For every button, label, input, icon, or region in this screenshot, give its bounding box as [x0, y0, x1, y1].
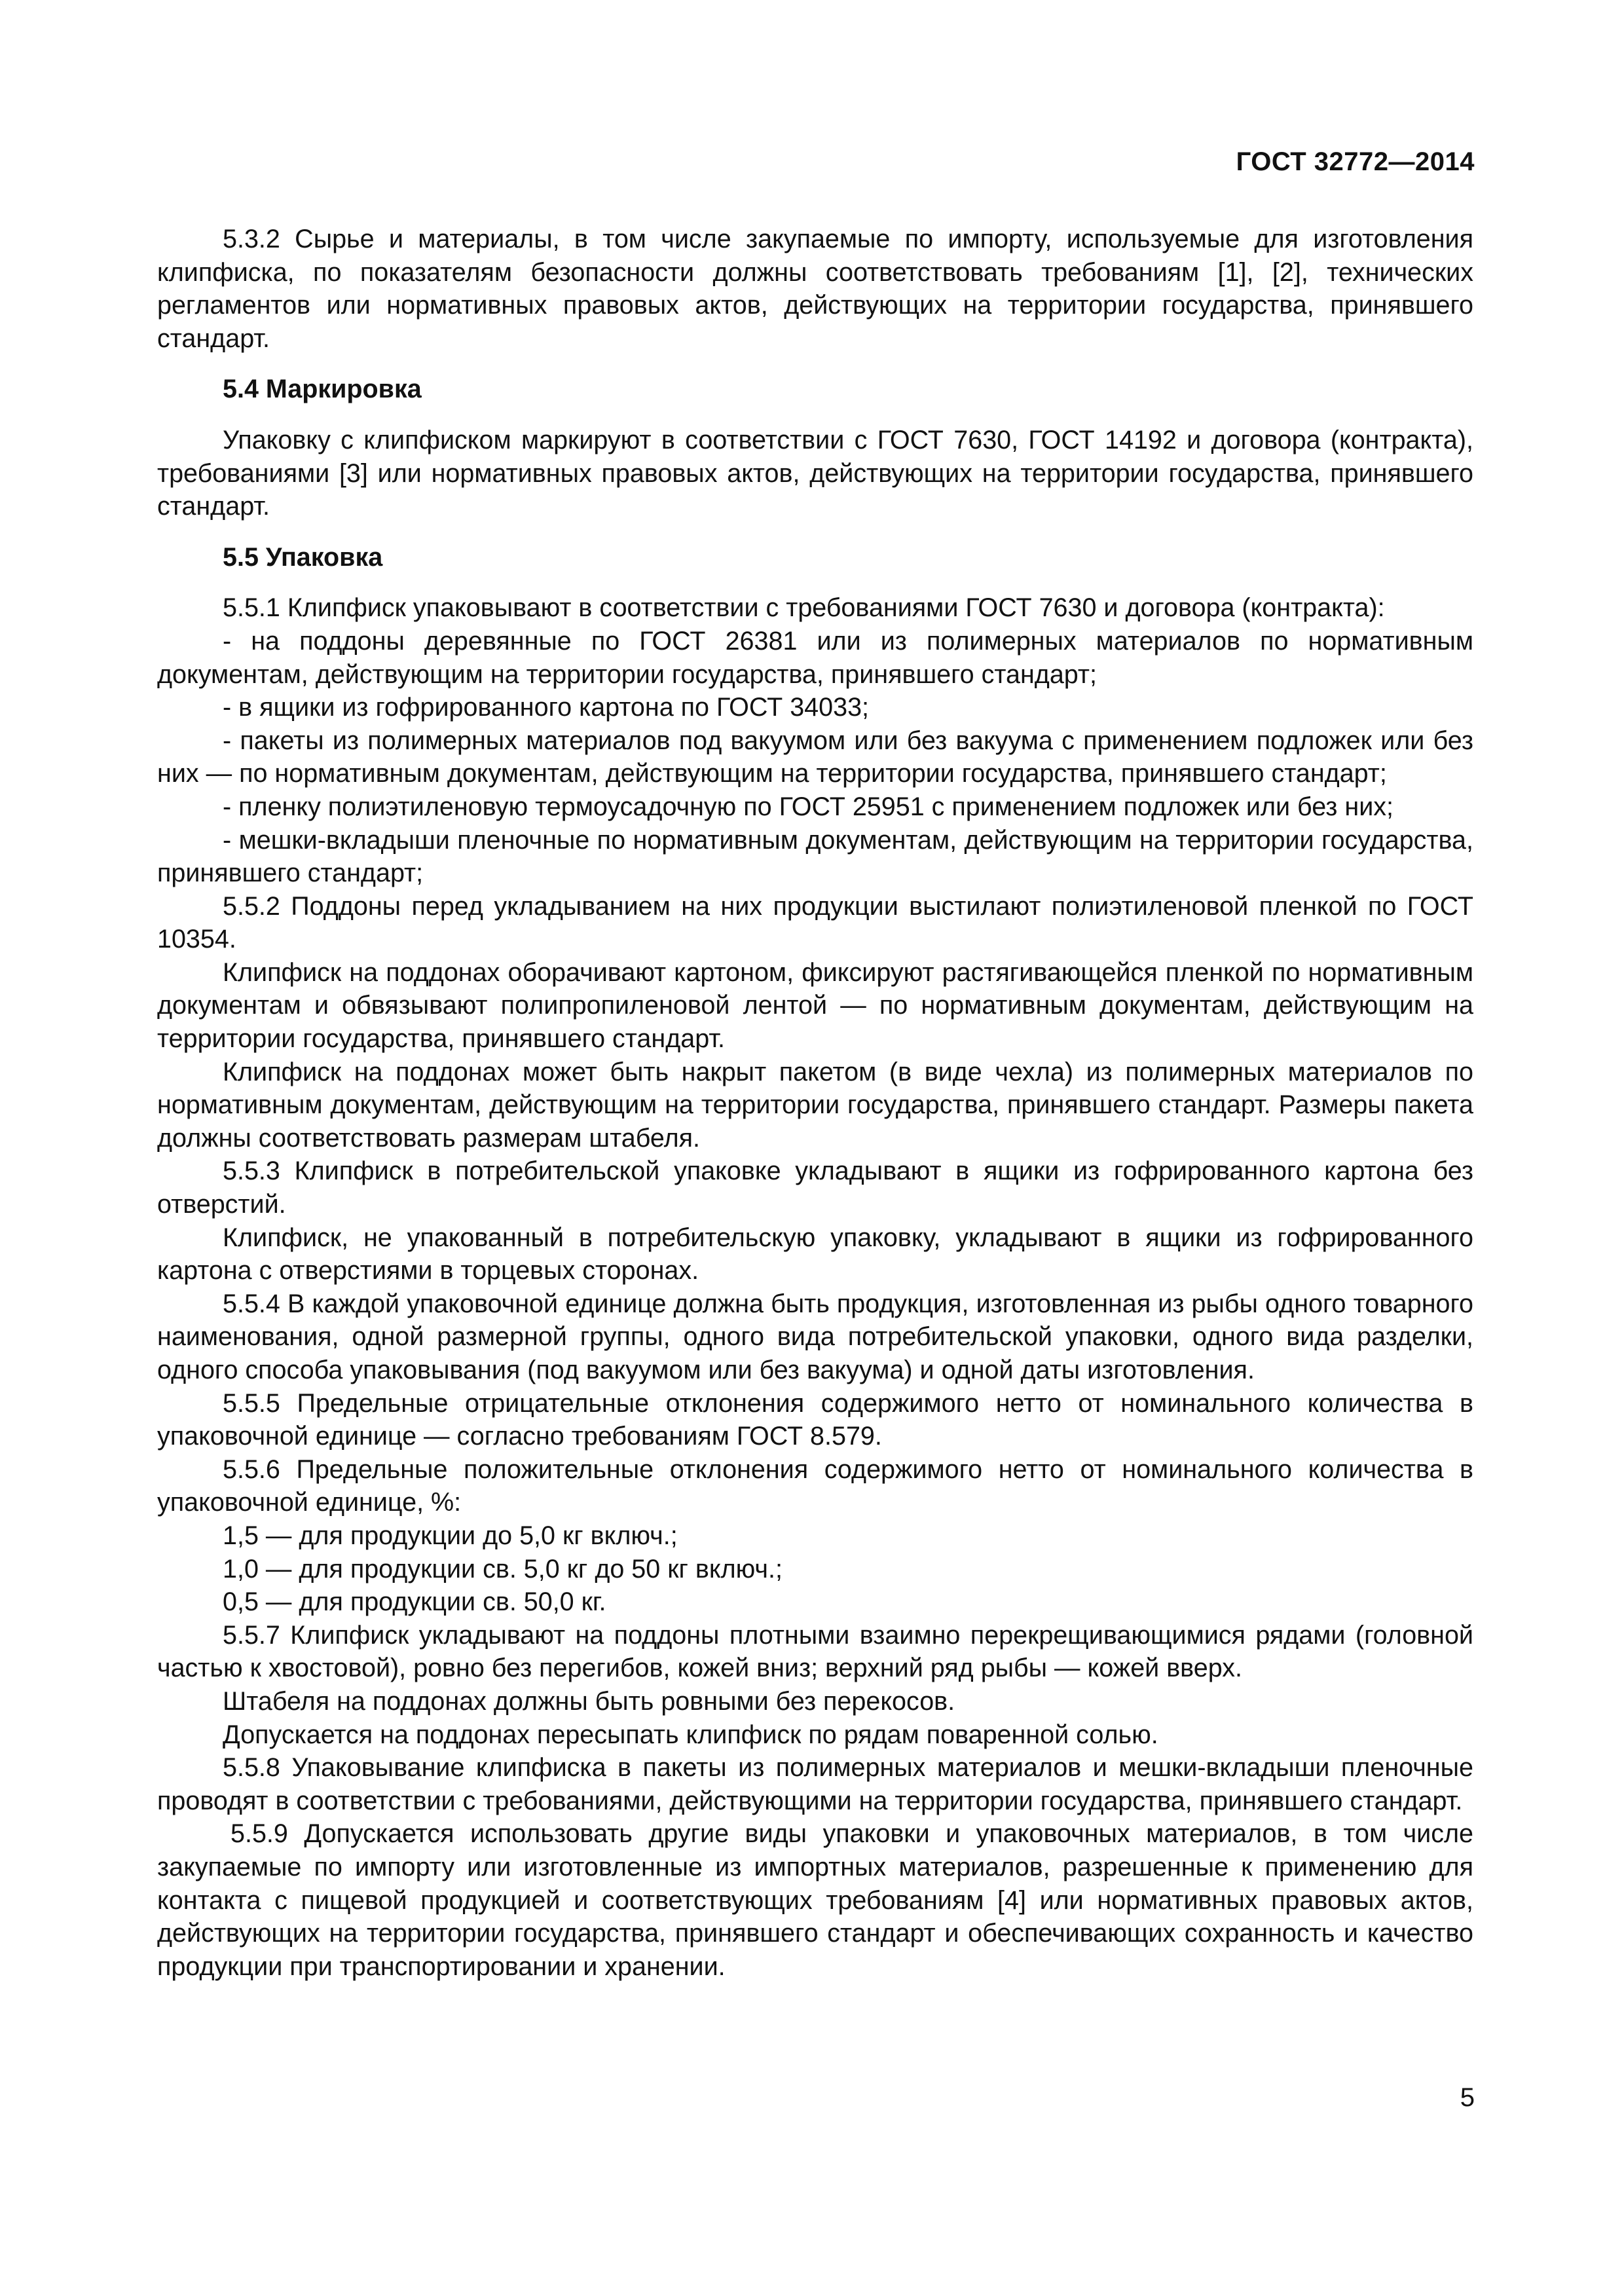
tolerance-item-1: 1,5 — для продукции до 5,0 кг включ.; [223, 1521, 678, 1550]
page-number: 5 [1460, 2083, 1475, 2112]
paragraph-5-5-7-stacks: Штабеля на поддонах должны быть ровными без перекосов. [223, 1686, 955, 1716]
paragraph-5-5-1: 5.5.1 Клипфиск упаковывают в соответствии с требованиями ГОСТ 7630 и договора (контракта): [223, 593, 1385, 623]
list-item-bags: - пакеты из полимерных материалов под вакуумом или без вакуума с применением подложек или без них — по нормативным документам, действующим на территории государства, принявшего стандарт; [157, 726, 1473, 788]
paragraph-5-5-2-cover: Клипфиск на поддонах может быть накрыт пакетом (в виде чехла) из полимерных материалов по нормативным документам, действующим на территории государства, принявшего стандарт. Размеры пакета должны соответствовать размерам штабеля. [157, 1057, 1473, 1153]
paragraph-5-5-2-wrapping: Клипфиск на поддонах оборачивают картоном, фиксируют растягивающейся пленкой по нормативным документам и обвязывают полипропиленовой лентой — по нормативным документам, действующим на территории государства, принявшего стандарт. [157, 957, 1473, 1054]
paragraph-5-5-2: 5.5.2 Поддоны перед укладыванием на них продукции выстилают полиэтиленовой пленкой по ГОСТ 10354. [157, 891, 1473, 954]
section-heading-5-5: 5.5 Упаковка [223, 542, 383, 572]
paragraph-5-5-3-unpacked: Клипфиск, не упакованный в потребительскую упаковку, укладывают в ящики из гофрированного картона с отверстиями в торцевых сторонах. [157, 1223, 1473, 1286]
list-item-liner-bags: - мешки-вкладыши пленочные по нормативным документам, действующим на территории государства, принявшего стандарт; [157, 825, 1473, 888]
section-heading-5-4: 5.4 Маркировка [223, 375, 422, 404]
tolerance-item-2: 1,0 — для продукции св. 5,0 кг до 50 кг включ.; [223, 1554, 783, 1583]
tolerance-item-3: 0,5 — для продукции св. 50,0 кг. [223, 1587, 606, 1617]
list-item-pallets: - на поддоны деревянные по ГОСТ 26381 или из полимерных материалов по нормативным документам, действующим на территории государства, принявшего стандарт; [157, 626, 1473, 689]
paragraph-5-5-7-salt: Допускается на поддонах пересыпать клипфиск по рядам поваренной солью. [223, 1720, 1158, 1749]
paragraph-5-5-4: 5.5.4 В каждой упаковочной единице должна быть продукция, изготовленная из рыбы одного товарного наименования, одной размерной группы, одного вида потребительской упаковки, одного вида разделки, одного способа упаковывания (под вакуумом или без вакуума) и одной даты изготовления. [157, 1289, 1473, 1384]
list-item-boxes: - в ящики из гофрированного картона по ГОСТ 34033; [223, 693, 870, 722]
list-item-shrink-film: - пленку полиэтиленовую термоусадочную по ГОСТ 25951 с применением подложек или без них; [223, 792, 1393, 821]
document-body [157, 223, 1473, 1983]
paragraph-5-5-9: 5.5.9 Допускается использовать другие виды упаковки и упаковочных материалов, в том числе закупаемые по импорту или изготовленные из импортных материалов, разрешенные к применению для контакта с пищевой продукцией и соответствующих требованиям [4] или нормативных правовых актов, действующих на территории государства, принявшего стандарт и обеспечивающих сохранность и качество продукции при транспортировании и хранении. [157, 1819, 1473, 1981]
paragraph-5-5-6: 5.5.6 Предельные положительные отклонения содержимого нетто от номинального количества в упаковочной единице, %: [157, 1454, 1473, 1517]
paragraph-5-4: Упаковку с клипфиском маркируют в соответствии с ГОСТ 7630, ГОСТ 14192 и договора (контракта), требованиями [3] или нормативных правовых актов, действующих на территории государства, принявшего стандарт. [157, 425, 1473, 521]
document-number-header: ГОСТ 32772—2014 [1236, 147, 1475, 176]
paragraph-5-3-2: 5.3.2 Сырье и материалы, в том числе закупаемые по импорту, используемые для изготовления клипфиска, по показателям безопасности должны соответствовать требованиям [1], [2], технических регламентов или нормативных правовых актов, действующих на территории государства, принявшего стандарт. [157, 225, 1473, 353]
paragraph-5-5-7: 5.5.7 Клипфиск укладывают на поддоны плотными взаимно перекрещивающимися рядами (головной частью к хвостовой), ровно без перегибов, кожей вниз; верхний ряд рыбы — кожей вверх. [157, 1620, 1473, 1683]
paragraph-5-5-3: 5.5.3 Клипфиск в потребительской упаковке укладывают в ящики из гофрированного картона без отверстий. [157, 1157, 1473, 1219]
paragraph-5-5-8: 5.5.8 Упаковывание клипфиска в пакеты из полимерных материалов и мешки-вкладыши пленочные проводят в соответствии с требованиями, действующими на территории государства, принявшего стандарт. [157, 1753, 1473, 1815]
paragraph-5-5-5: 5.5.5 Предельные отрицательные отклонения содержимого нетто от номинального количества в упаковочной единице — согласно требованиям ГОСТ 8.579. [157, 1388, 1473, 1451]
